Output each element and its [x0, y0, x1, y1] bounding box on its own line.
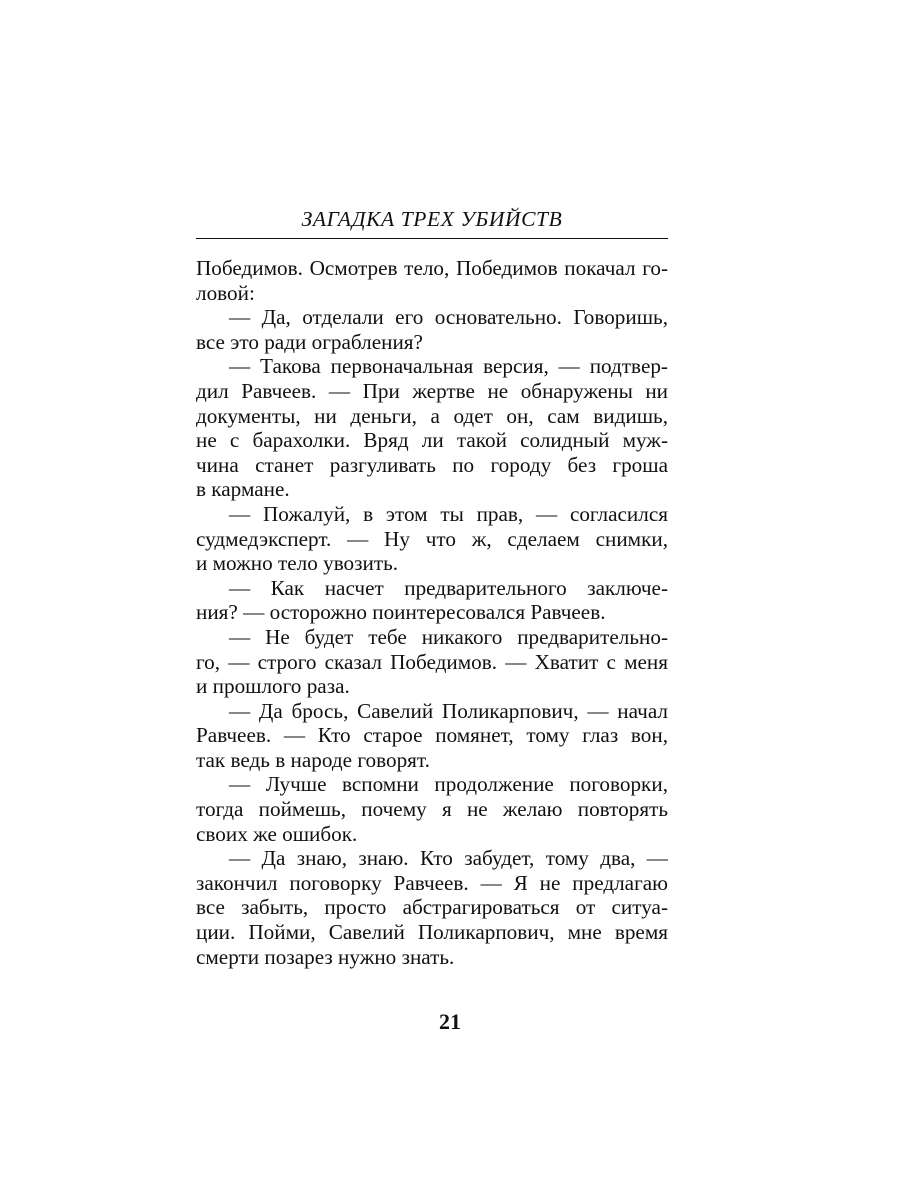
text-line: ния? — осторожно поинтересовался Равчеев. — [196, 600, 606, 625]
body-text — [196, 256, 668, 969]
book-page — [196, 204, 668, 969]
text-line: и можно тело увозить. — [196, 551, 399, 576]
page-number: 21 — [439, 1009, 461, 1034]
text-line: в кармане. — [196, 477, 290, 502]
text-line: судмедэксперт. — Ну что ж, сделаем снимки, — [196, 526, 668, 551]
text-line: закончил поговорку Равчеев. — Я не предлагаю — [196, 870, 668, 895]
text-line: — Как насчет предварительного заключе- — [229, 575, 668, 600]
text-line: тогда поймешь, почему я не желаю повторять — [196, 797, 668, 822]
text-line: — Да знаю, знаю. Кто забудет, тому два, — — [229, 846, 668, 871]
header-rule — [196, 238, 668, 239]
text-line: дил Равчеев. — При жертве не обнаружены ни — [196, 378, 668, 403]
text-line: Равчеев. — Кто старое помянет, тому глаз вон, — [196, 723, 668, 748]
text-line: так ведь в народе говорят. — [196, 747, 430, 772]
text-line: ловой: — [196, 280, 255, 305]
text-line: — Такова первоначальная версия, — подтвер- — [229, 354, 668, 379]
text-line: — Да брось, Савелий Поликарпович, — начал — [229, 698, 668, 723]
text-line: — Да, отделали его основательно. Говоришь, — [229, 305, 668, 330]
text-line: не с барахолки. Вряд ли такой солидный муж- — [196, 428, 668, 453]
text-line: чина станет разгуливать по городу без гроша — [196, 452, 668, 477]
text-line: своих же ошибок. — [196, 821, 358, 846]
text-line: — Не будет тебе никакого предварительно- — [229, 624, 668, 649]
text-line: Победимов. Осмотрев тело, Победимов покачал го- — [196, 256, 668, 280]
running-head: ЗАГАДКА ТРЕХ УБИЙСТВ — [301, 207, 563, 231]
text-line: ции. Пойми, Савелий Поликарпович, мне время — [196, 920, 668, 945]
text-line: — Пожалуй, в этом ты прав, — согласился — [229, 501, 668, 526]
text-line: — Лучше вспомни продолжение поговорки, — [229, 772, 668, 797]
text-line: документы, ни деньги, а одет он, сам видишь, — [196, 403, 668, 428]
text-line: и прошлого раза. — [196, 674, 350, 699]
text-line: все это ради ограбления? — [196, 329, 423, 354]
text-line: го, — строго сказал Победимов. — Хватит с меня — [196, 649, 668, 674]
text-line: смерти позарез нужно знать. — [196, 944, 455, 969]
text-line: все забыть, просто абстрагироваться от ситуа- — [196, 895, 668, 920]
